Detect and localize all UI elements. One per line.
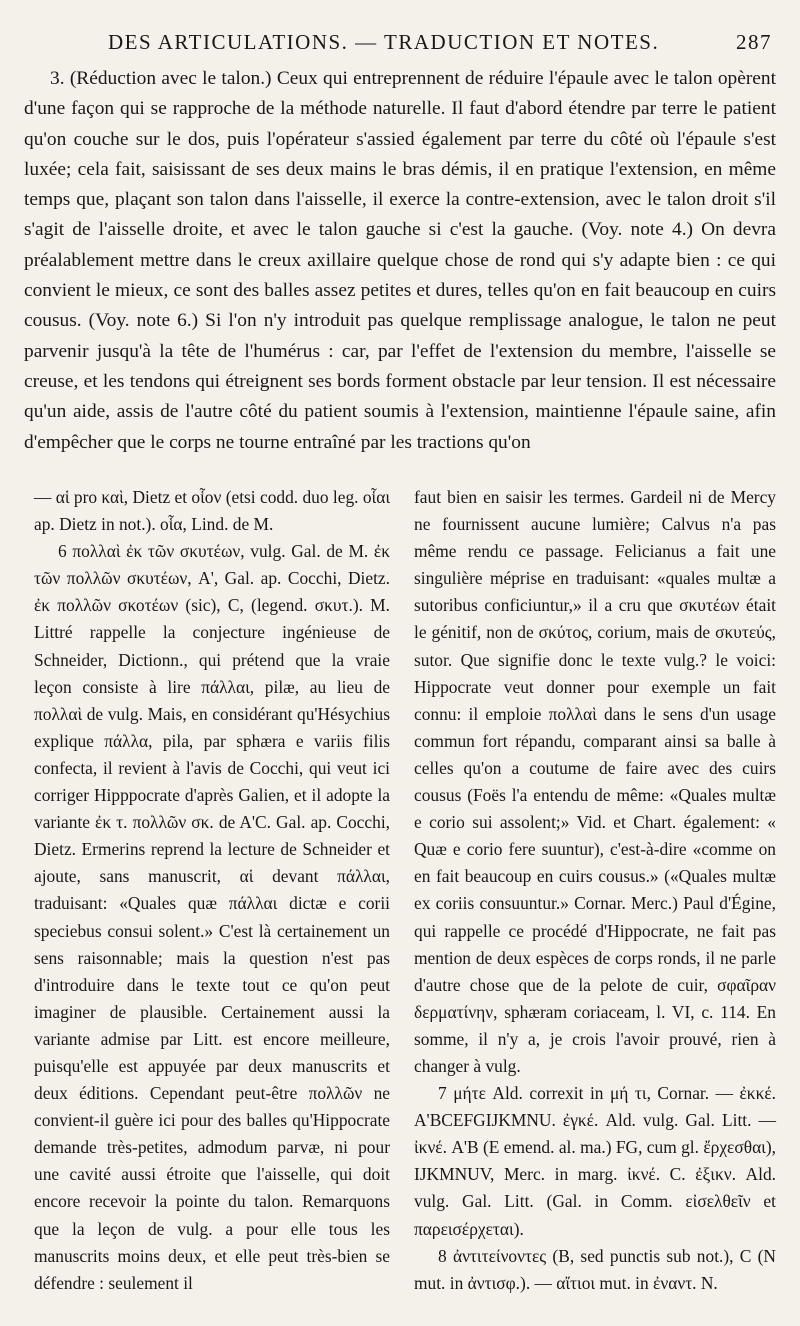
page-number: 287 bbox=[736, 30, 772, 54]
running-title: DES ARTICULATIONS. — TRADUCTION ET NOTES. bbox=[108, 30, 660, 54]
footnotes-right-column bbox=[414, 484, 776, 1297]
footnotes bbox=[34, 484, 774, 1304]
footnote-6: 6 πολλαὶ ἐκ τῶν σκυτέων, vulg. Gal. de M. ἐκ τῶν πολλῶν σκυτέων, A', Gal. ap. Cocchi, Dietz. ἐκ πολλῶν σκοτέων (sic), C, (legend. σκυτ.). M. Littré rappelle la conjecture ingénieuse de Schneider, Dictionn., qui prétend que la vraie leçon consiste à lire πάλλαι, pilæ, au lieu de πολλαὶ de vulg. Mais, en considérant qu'Hésychius explique πάλλα, pila, par sphæra e variis filis confecta, il revient à l'avis de Cocchi, qui veut ici corriger Hipppocrate d'après Galien, et il adopte la variante ἐκ τ. πολλῶν σκ. de A'C. Gal. ap. Cocchi, Dietz. Ermerins reprend la lecture de Schneider et ajoute, sans manuscrit, αἱ devant πάλλαι, traduisant: «Quales quæ πάλλαι dictæ e corii speciebus consui solent.» C'est là certainement un sens raisonnable; mais la question n'est pas d'introduire dans le texte tout ce qu'on peut imaginer de plausible. Certainement aussi la variante admise par Litt. est encore meilleure, puisqu'elle est appuyée par deux manuscrits et deux éditions. Cependant peut-être πολλῶν ne convient-il guère ici pour des balles qu'Hippocrate demande très-petites, admodum parvæ, ni pour une cavité aussi étroite que l'aisselle, qui doit encore recevoir la pointe du talon. Remarquons que la leçon de vulg. a pour elle tous les manuscrits moins deux, et elle peut très-bien se défendre : seulement il bbox=[34, 541, 390, 1293]
running-header bbox=[24, 28, 772, 62]
footnote-6-continuation: faut bien en saisir les termes. Gardeil ni de Mercy ne fournissent aucune lumière; Calvus n'a pas même rendu ce passage. Felicianus a fait une singulière méprise en traduisant: «quales multæ a sutoribus conficiuntur,» il a cru que σκυτέων était le génitif, non de σκύτος, corium, mais de σκυτεύς, sutor. Que signifie donc le texte vulg.? le voici: Hippocrate veut donner pour exemple un fait connu: il emploie πολλαὶ dans le sens d'un usage commun fort répandu, comparant ainsi sa balle à celles qu'on a coutume de faire avec des cuirs cousus (Foës l'a entendu de même: «Quales multæ e corio sui assolent;» Vid. et Chart. également: « Quæ e corio fere suuntur), c'est-à-dire «comme on en fait beaucoup en cuirs cousus.» («Quales multæ ex coriis consuuntur.» Cornar. Merc.) Paul d'Égine, qui rappelle ce procédé d'Hippocrate, ne fait pas mention de deux espèces de corps ronds, il ne parle d'autre chose que de la pelote de cuir, σφαῖραν δερματίνην, sphæram coriaceam, l. VI, c. 114. En somme, il n'y a, je crois l'avoir prouvé, rien à changer à vulg. bbox=[414, 487, 776, 1076]
main-paragraph: 3. (Réduction avec le talon.) Ceux qui entreprennent de réduire l'épaule avec le talon opèrent d'une façon qui se rapproche de la méthode naturelle. Il faut d'abord étendre par terre le patient qu'on couche sur le dos, puis l'opérateur s'assied également par terre du côté où l'épaule s'est luxée; cela fait, saisissant de ses deux mains le bras démis, il en pratique l'extension, en même temps que, plaçant son talon dans l'aisselle, il exerce la contre-extension, avec le talon droit s'il s'agit de l'aisselle droite, et avec le talon gauche si c'est la gauche. (Voy. note 4.) On devra préalablement mettre dans le creux axillaire quelque chose de rond qui s'y adapte bien : ce qui convient le mieux, ce sont des balles assez petites et dures, telles qu'on en fait beaucoup en cuirs cousus. (Voy. note 6.) Si l'on n'y introduit pas quelque remplissage analogue, le talon ne peut parvenir jusqu'à la tête de l'humérus : car, par l'effet de l'extension du membre, l'aisselle se creuse, et les tendons qui étreignent ses bords forment obstacle par leur tension. Il est nécessaire qu'un aide, assis de l'autre côté du patient soumis à l'extension, maintienne l'épaule saine, afin d'empêcher que le corps ne tourne entraîné par les tractions qu'on bbox=[24, 68, 776, 453]
main-text bbox=[24, 64, 776, 458]
footnote-continuation: — αἱ pro καὶ, Dietz et οἷον (etsi codd. duo leg. οἷαι ap. Dietz in not.). οἷα, Lind. de M. bbox=[34, 487, 391, 535]
footnote-7: 7 μήτε Ald. correxit in μή τι, Cornar. — ἐκκέ. A'BCEFGIJKMNU. ἐγκέ. Ald. vulg. Gal. Litt. — ἰκνέ. A'B (E emend. al. ma.) FG, cum gl. ἔρχεσθαι), IJKMNUV, Merc. in marg. ἰκνέ. C. ἐξικν. Ald. vulg. Gal. Litt. (Gal. in Comm. εἰσελθεῖν et παρεισέρχεται). bbox=[414, 1083, 776, 1239]
footnote-8: 8 ἀντιτείνοντες (B, sed punctis sub not.), C (N mut. in ἀντισφ.). — αἴτιοι mut. in ἐναντ. N. bbox=[414, 1245, 776, 1293]
footnotes-left-column bbox=[34, 484, 390, 1297]
